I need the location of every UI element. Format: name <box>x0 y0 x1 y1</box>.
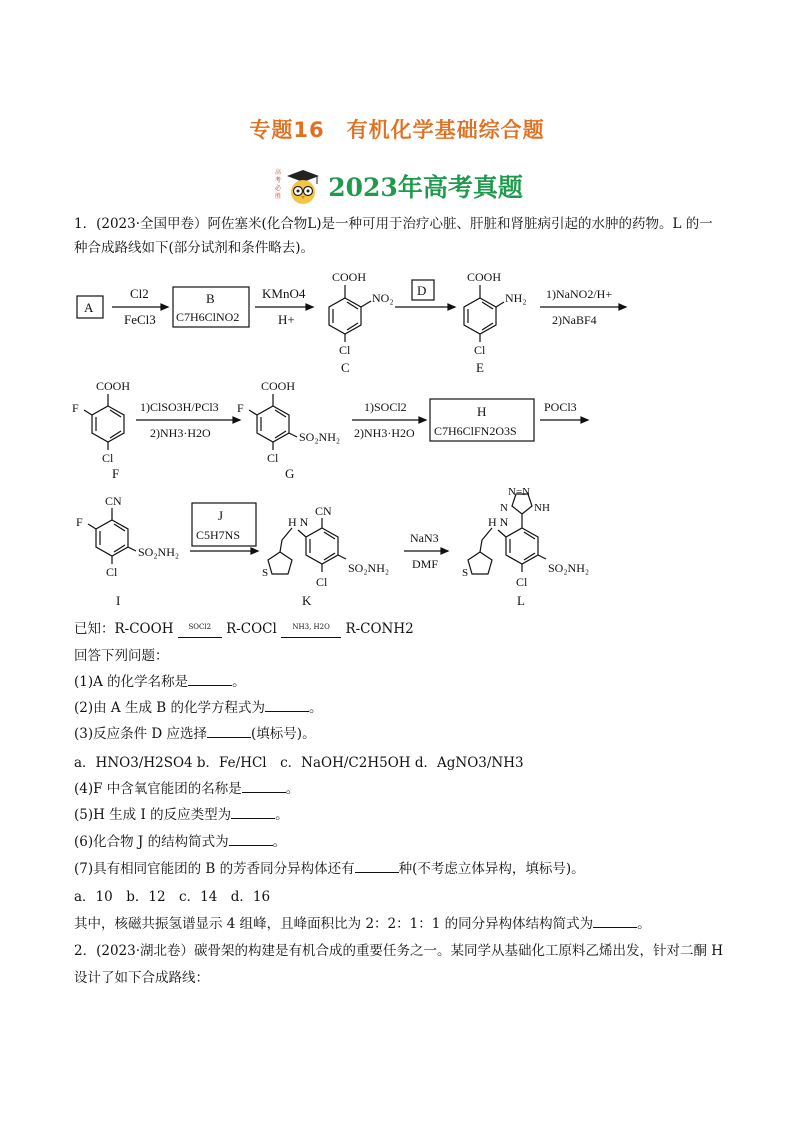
q1-s3 <box>74 724 734 744</box>
reagent-r6-top: 1)SOCl2 <box>364 400 407 414</box>
s2-text: (2)由 A 生成 B 的化学方程式为 <box>74 700 265 716</box>
q1-s8 <box>74 914 734 934</box>
q1-s2 <box>74 698 734 718</box>
group-cl-k: Cl <box>316 575 328 589</box>
group-nh-k: H N <box>288 515 309 529</box>
q1-s6 <box>74 832 734 852</box>
reagent-r2-bot: H+ <box>278 312 295 327</box>
group-tetrazole-n: N <box>500 502 508 514</box>
group-cl-f: Cl <box>102 451 114 465</box>
s6-text: (6)化合物 J 的结构简式为 <box>74 834 229 850</box>
group-cooh-c: COOH <box>332 270 367 284</box>
period: 。 <box>272 834 287 850</box>
s3-text: (3)反应条件 D 应选择 <box>74 726 208 742</box>
group-so2nh2-k: SO₂NH₂ <box>348 561 390 575</box>
label-L: L <box>517 593 525 608</box>
q2-line-1: 2．(2023·湖北卷）碳骨架的构建是有机合成的重要任务之一。某同学从基础化工原料乙烯出发，针对二酮 H <box>74 943 724 959</box>
group-s-l: S <box>462 567 469 579</box>
reagent-r4-top: 1)NaNO2/H+ <box>546 287 613 301</box>
period: 。 <box>308 700 323 716</box>
group-cn-i: CN <box>105 494 122 508</box>
reagent-r1-top: Cl2 <box>130 286 149 301</box>
q1-s3-options: a．HNO3/H2SO4 b．Fe/HCl c．NaOH/C2H5OH d．AgNO3/NH3 <box>74 755 524 771</box>
q1-s5 <box>74 805 734 825</box>
known-reagent-1: SOCl2 <box>178 617 222 638</box>
q1-s4 <box>74 779 734 799</box>
s8-text: 其中，核磁共振氢谱显示 4 组峰，且峰面积比为 2：2：1：1 的同分异构体结构简式为 <box>74 916 594 932</box>
q1-prompt: 回答下列问题： <box>74 648 169 664</box>
group-f-f: F <box>72 401 79 415</box>
group-cooh-g: COOH <box>261 379 296 393</box>
s5-text: (5)H 生成 I 的反应类型为 <box>74 807 232 823</box>
q1-intro-1: 1．(2023·全国甲卷）阿佐塞米(化合物L)是一种可用于治疗心脏、肝脏和肾脏病引起的水肿的药物。L 的一 <box>74 216 713 232</box>
group-tetrazole-top: N=N <box>508 486 531 498</box>
svg-text:胜: 胜 <box>275 193 282 200</box>
s7-tail: 种(不考虑立体异构，填标号)。 <box>398 861 585 877</box>
label-H: H <box>477 404 487 419</box>
group-cooh-f: COOH <box>96 379 131 393</box>
reagent-r1-bot: FeCl3 <box>124 312 156 327</box>
group-cl-i: Cl <box>106 565 118 579</box>
group-f-g: F <box>237 401 244 415</box>
period: 。 <box>285 781 300 797</box>
group-cl-g: Cl <box>267 451 279 465</box>
answer-blank[interactable] <box>355 860 399 873</box>
label-K: K <box>302 593 312 608</box>
formula-H: C7H6ClFN2O3S <box>434 424 517 438</box>
reagent-r5-bot: 2)NH3·H2O <box>150 426 211 440</box>
reagent-r2-top: KMnO4 <box>262 286 306 301</box>
answer-blank[interactable] <box>231 806 275 819</box>
answer-blank[interactable] <box>593 915 637 928</box>
group-nh2-e: NH₂ <box>505 291 527 305</box>
label-C: C <box>341 360 350 375</box>
reagent-r6-bot: 2)NH3·H2O <box>354 426 415 440</box>
period: 。 <box>275 807 289 823</box>
formula-J: C5H7NS <box>196 528 241 542</box>
label-G: G <box>285 466 295 481</box>
s7-text: (7)具有相同官能团的 B 的芳香同分异构体还有 <box>74 861 355 877</box>
group-cl-e: Cl <box>474 343 486 357</box>
q1-s1 <box>74 672 734 692</box>
group-s-k: S <box>262 567 269 579</box>
group-cl-c: Cl <box>339 343 351 357</box>
answer-blank[interactable] <box>242 780 286 793</box>
period: 。 <box>232 674 246 690</box>
group-cn-k: CN <box>315 504 332 518</box>
group-f-i: F <box>76 515 83 529</box>
s3-tail: (填标号)。 <box>251 726 316 742</box>
svg-text:高: 高 <box>275 169 282 176</box>
label-F: F <box>112 466 120 481</box>
label-A: A <box>84 300 94 315</box>
banner-text: 2023年高考真题 <box>328 173 523 202</box>
q2-line-2: 设计了如下合成路线： <box>74 970 209 986</box>
answer-blank[interactable] <box>265 699 309 712</box>
reagent-r9-bot: DMF <box>412 557 439 571</box>
reagent-r9-top: NaN3 <box>410 531 439 545</box>
svg-text:考: 考 <box>275 177 282 184</box>
q1-s7-options: a．10 b．12 c．14 d．16 <box>74 889 271 905</box>
known-text-2: R-COCl <box>226 621 277 637</box>
svg-text:必: 必 <box>275 185 282 192</box>
group-so2nh2-l: SO₂NH₂ <box>548 561 590 575</box>
group-so2nh2-i: SO₂NH₂ <box>138 545 180 559</box>
answer-blank[interactable] <box>188 673 232 686</box>
page-title: 专题16 有机化学基础综合题 <box>249 118 545 142</box>
known-text-1: 已知：R-COOH <box>74 621 174 637</box>
known-reaction <box>74 617 734 639</box>
q1-intro-2: 种合成路线如下(部分试剂和条件略去)。 <box>74 240 315 256</box>
group-cl-l: Cl <box>516 575 528 589</box>
known-reagent-2: NH3, H2O <box>281 617 341 638</box>
label-D: D <box>417 283 427 298</box>
group-no2-c: NO₂ <box>372 291 394 305</box>
group-cooh-e: COOH <box>467 270 502 284</box>
reagent-r7-top: POCl3 <box>544 400 577 414</box>
answer-blank[interactable] <box>229 833 273 846</box>
s1-text: (1)A 的化学名称是 <box>74 674 189 690</box>
label-J: J <box>218 508 224 523</box>
group-so2nh2-g: SO₂NH₂ <box>299 430 341 444</box>
group-tetrazole-nh: NH <box>534 502 550 514</box>
label-I: I <box>116 593 121 608</box>
formula-B: C7H6ClNO2 <box>176 310 240 324</box>
reagent-r4-bot: 2)NaBF4 <box>552 313 597 327</box>
group-nh-l: H N <box>488 515 509 529</box>
s4-text: (4)F 中含氧官能团的名称是 <box>74 781 242 797</box>
reagent-r5-top: 1)ClSO3H/PCl3 <box>140 400 219 414</box>
q1-s7 <box>74 859 734 879</box>
known-text-3: R-CONH2 <box>345 621 414 637</box>
label-B: B <box>206 291 215 306</box>
period: 。 <box>637 916 651 932</box>
answer-blank[interactable] <box>207 725 251 738</box>
label-E: E <box>476 360 484 375</box>
